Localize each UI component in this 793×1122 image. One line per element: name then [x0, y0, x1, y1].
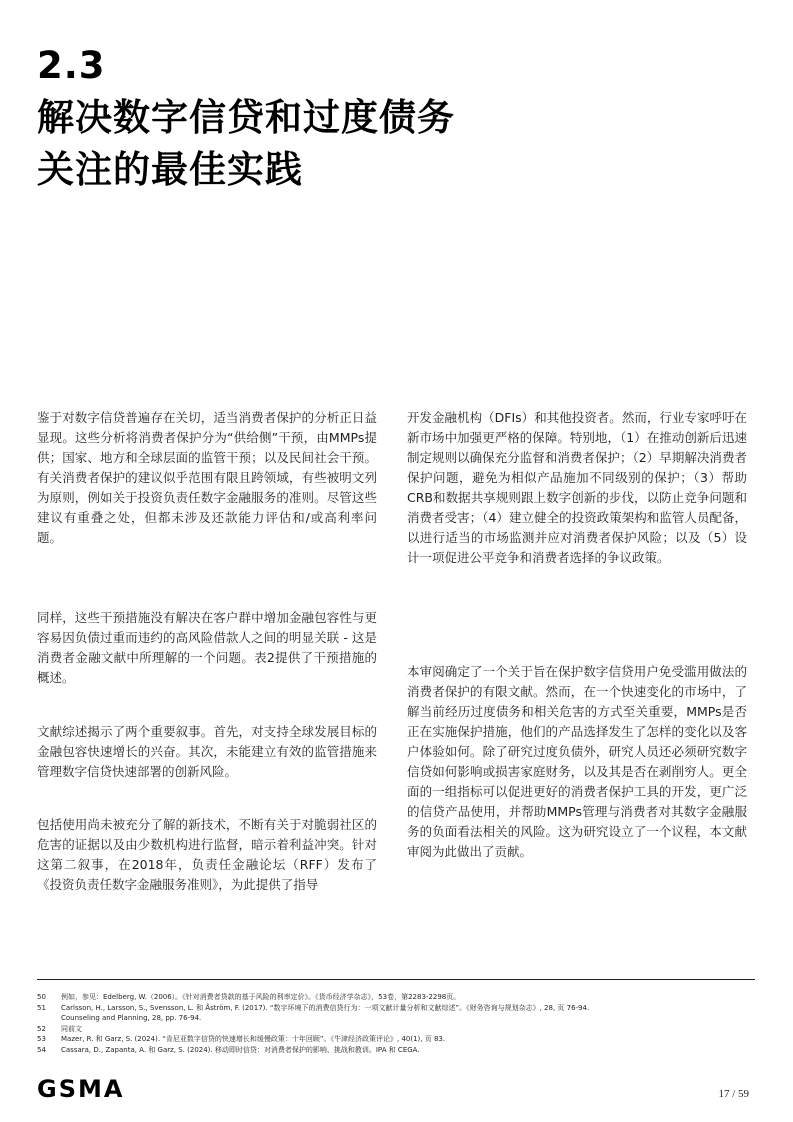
footnote-text	[61, 1034, 755, 1045]
footnote-line: Cassara, D., Zapanta, A. 和 Garz, S. (2024). 移动即时信贷：对消费者保护的影响、挑战和教训。IPA 和 CEGA.	[61, 1045, 420, 1054]
footnote-line: Mazer, R. 和 Garz, S. (2024). “肯尼亚数字信贷的快速增长和缓慢政策：十年回顾”。《牛津经济政策评论》, 40(1), 页 83.	[61, 1035, 446, 1043]
page-number: 17 / 59	[718, 1088, 749, 1100]
section-title-line-1: 解决数字信贷和过度债务	[37, 96, 455, 139]
left-paragraph-3: 文献综述揭示了两个重要叙事。首先，对支持全球发展目标的金融包容快速增长的兴奋。其次，未能建立有效的监管措施来管理数字信贷快速部署的创新风险。	[37, 724, 377, 779]
footnote-item	[37, 1034, 755, 1045]
right-paragraph-2: 本审阅确定了一个关于旨在保护数字信贷用户免受滥用做法的消费者保护的有限文献。然而，在一个快速变化的市场中，了解当前经历过度债务和相关危害的方式至关重要，MMPs是否正在实施保护措施，他们的产品选择发生了怎样的变化以及客户体验如何。除了研究过度负债外，研究人员还必须研究数字信贷如何影响或损害家庭财务，以及其是否在剥削穷人。更全面的一组指标可以促进更好的消费者保护工具的开发，更广泛的信贷产品使用，并帮助MMPs管理与消费者对其数字金融服务的负面看法相关的风险。这为研究设立了一个议程，本文献审阅为此做出了贡献。	[407, 664, 747, 859]
footnote-number: 52	[37, 1024, 46, 1033]
left-paragraph-4: 包括使用尚未被充分了解的新技术，不断有关于对脆弱社区的危害的证据以及由少数机构进行监督，暗示着利益冲突。针对这第二叙事，在2018年，负责任金融论坛（RFF）发布了《投资负责任数字金融服务准则》，为此提供了指导	[37, 817, 377, 892]
footnote-divider	[37, 979, 755, 980]
footnote-number: 50	[37, 993, 46, 1001]
footnote-line: 同前文	[61, 1024, 82, 1033]
section-title-line-2: 关注的最佳实践	[37, 148, 303, 191]
left-paragraph-2: 同样，这些干预措施没有解决在客户群中增加金融包容性与更容易因负债过重而违约的高风险借款人之间的明显关联 - 这是消费者金融文献中所理解的一个问题。表2提供了干预措施的概述。	[37, 610, 377, 685]
footnote-line: Counseling and Planning, 28, pp. 76-94.	[61, 1014, 202, 1022]
footnotes	[37, 992, 755, 1055]
footnote-text	[61, 1024, 755, 1035]
left-paragraph-1: 鉴于对数字信贷普遍存在关切，适当消费者保护的分析正日益显现。这些分析将消费者保护分为“供给侧”干预，由MMPs提供；国家、地方和全球层面的监管干预；以及民间社会干预。有关消费者保护的建议似乎范围有限且跨领域，有些被明文列为原则，例如关于投资负责任数字金融服务的准则。尽管这些建议有重叠之处，但都未涉及还款能力评估和/或高利率问题。	[37, 410, 377, 545]
footnote-number: 51	[37, 1003, 46, 1012]
footnote-item	[37, 992, 755, 1003]
page-heading	[37, 40, 455, 196]
footnote-text	[61, 992, 755, 1003]
right-paragraph-1: 开发金融机构（DFIs）和其他投资者。然而，行业专家呼吁在新市场中加强更严格的保障。特别地，（1）在推动创新后迅速制定规则以确保充分监督和消费者保护；（2）早期解决消费者保护问题，避免为相似产品施加不同级别的保护；（3）帮助CRB和数据共享规则跟上数字创新的步伐，以防止竞争问题和消费者受害；（4）建立健全的投资政策架构和监管人员配备，以进行适当的市场监测并应对消费者保护风险；以及（5）设计一项促进公平竞争和消费者选择的争议政策。	[407, 410, 747, 565]
footnote-item	[37, 1045, 755, 1056]
footnote-number: 53	[37, 1035, 46, 1043]
footnote-item	[37, 1024, 755, 1035]
footnote-text	[61, 1003, 755, 1024]
footnote-text	[61, 1045, 755, 1056]
footnote-line: 例如，参见：Edelberg, W.（2006）。《针对消费者贷款的基于风险的利率定价》。《货币经济学杂志》，53卷，第2283-2298页。	[61, 993, 461, 1001]
footnote-line: Carlsson, H., Larsson, S., Svensson, L. 和 Åström, F. (2017). “数字环境下的消费信贷行为：一项文献计量分析和文献综述”。《财务咨询与规划杂志》, 28, 页 76-94.	[61, 1003, 590, 1012]
section-number: 2.3	[37, 44, 106, 87]
footnote-item	[37, 1003, 755, 1024]
gsma-logo: GSMA	[37, 1075, 125, 1103]
footnote-number: 54	[37, 1045, 46, 1054]
